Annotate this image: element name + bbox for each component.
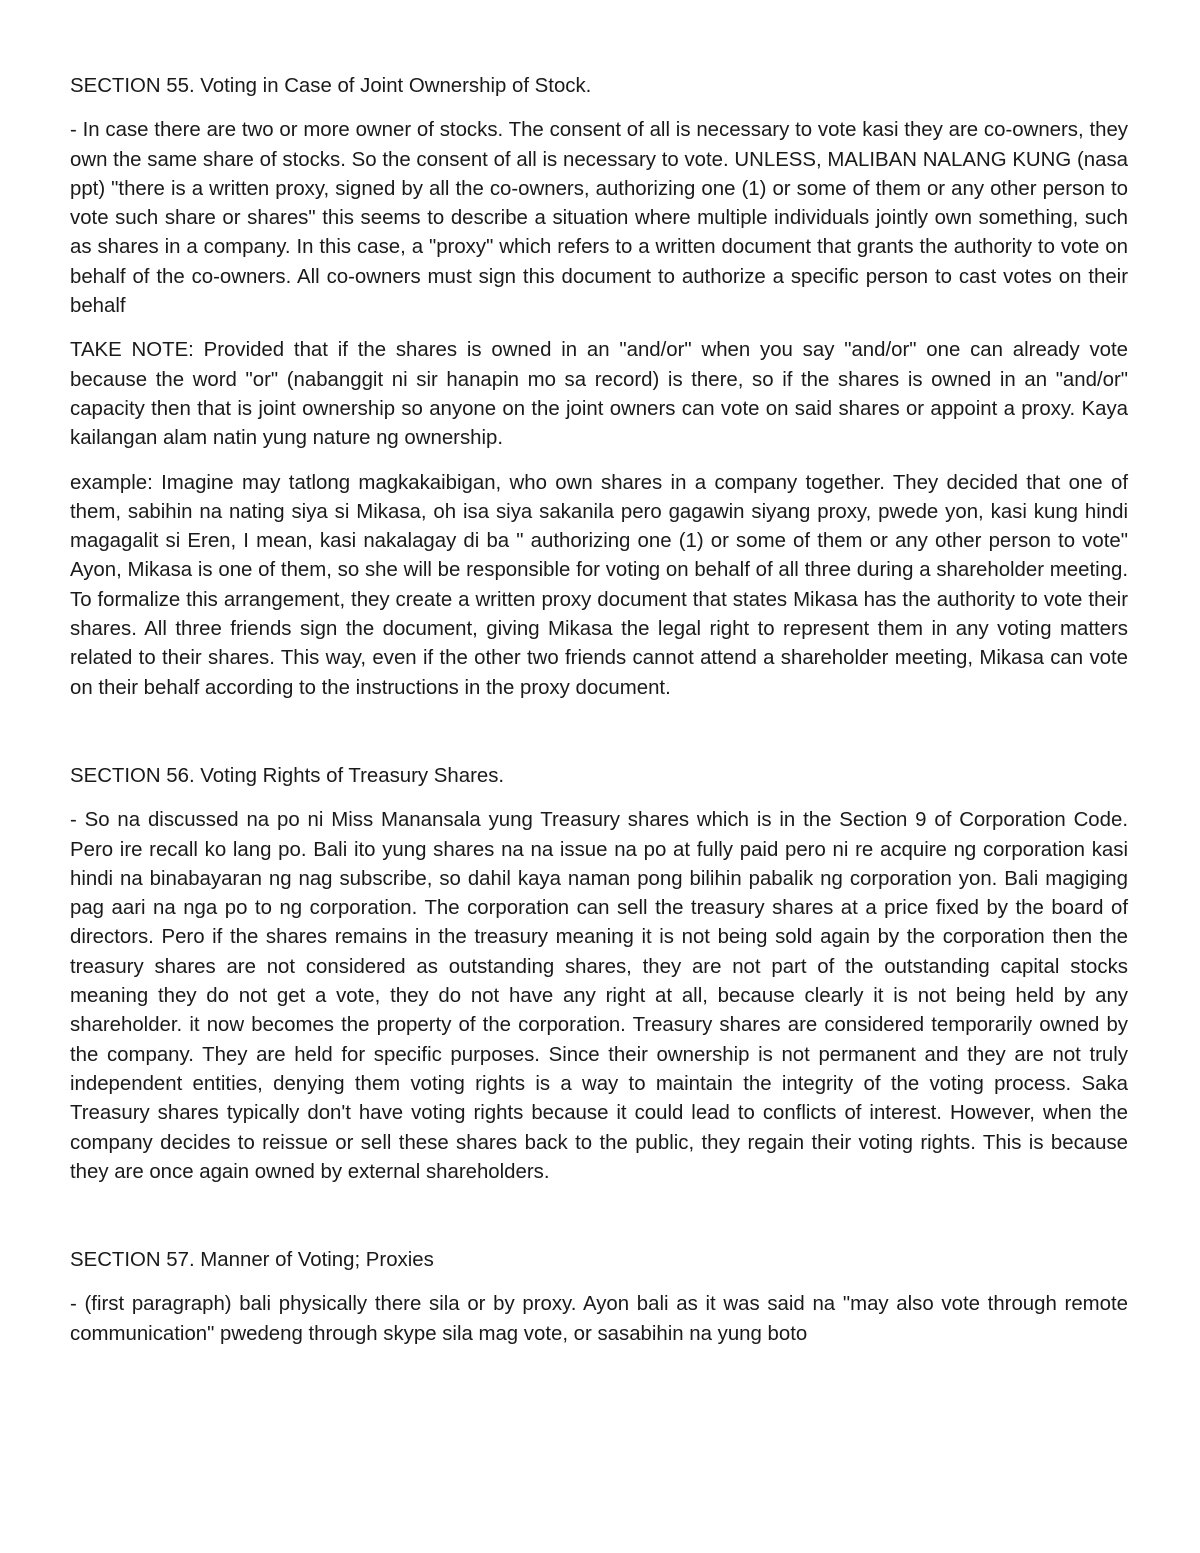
example-paragraph: example: Imagine may tatlong magkakaibigan, who own shares in a company together. They decided that one of them, sabihin na nating siya si Mikasa, oh isa siya sakanila pero gagawin siyang proxy, pwede yon, kasi kung hindi magagalit si Eren, I mean, kasi nakalagay di ba " authorizing one (1) or some of them or any other person to vote" Ayon, Mikasa is one of them, so she will be responsible for voting on behalf of all three during a shareholder meeting. To formalize this arrangement, they create a written proxy document that states Mikasa has the authority to vote their shares. All three friends sign the document, giving Mikasa the legal right to represent them in any voting matters related to their shares. This way, even if the other two friends cannot attend a shareholder meeting, Mikasa can vote on their behalf according to the instructions in the proxy document. — [70, 471, 1128, 699]
paragraph: - So na discussed na po ni Miss Manansala yung Treasury shares which is in the Section 9 of Corporation Code. Pero ire recall ko lang po. Bali ito yung shares na na issue na po at fully paid pero ni re acquire ng corporation kasi hindi na binabayaran ng nag subscribe, so dahil kaya naman pong bilihin pabalik ng corporation yon. Bali magiging pag aari na nga po to ng corporation. The corporation can sell the treasury shares at a price fixed by the board of directors. Pero if the shares remains in the treasury meaning it is not being sold again by the corporation then the treasury shares are not considered as outstanding shares, they are not part of the outstanding capital stocks meaning they do not get a vote, they do not have any right at all, because clearly it is not being held by any shareholder. it now becomes the property of the corporation. Treasury shares are considered temporarily owned by the company. They are held for specific purposes. Since their ownership is not permanent and they are not truly independent entities, denying them voting rights is a way to maintain the integrity of the voting process. Saka Treasury shares typically don't have voting rights because it could lead to conflicts of interest. However, when the company decides to reissue or sell these shares back to the public, they regain their voting rights. This is because they are once again owned by external shareholders. — [70, 809, 1128, 1183]
document-page — [70, 72, 1128, 1349]
section-57 — [70, 1246, 1128, 1349]
section-heading: SECTION 56. Voting Rights of Treasury Shares. — [70, 764, 505, 787]
section-56 — [70, 762, 1128, 1187]
take-note-paragraph: TAKE NOTE: Provided that if the shares is owned in an "and/or" when you say "and/or" one can already vote because the word "or" (nabanggit ni sir hanapin mo sa record) is there, so if the shares is owned in an "and/or" capacity then that is joint ownership so anyone on the joint owners can vote on said shares or appoint a proxy. Kaya kailangan alam natin yung nature ng ownership. — [70, 339, 1128, 450]
section-heading: SECTION 55. Voting in Case of Joint Ownership of Stock. — [70, 75, 592, 97]
section-55 — [70, 72, 1128, 703]
paragraph: - In case there are two or more owner of stocks. The consent of all is necessary to vote kasi they are co-owners, they own the same share of stocks. So the consent of all is necessary to vote. UNLESS, MALIBAN NALANG KUNG (nasa ppt) "there is a written proxy, signed by all the co-owners, authorizing one (1) or some of them or any other person to vote such share or shares" this seems to describe a situation where multiple individuals jointly own something, such as shares in a company. In this case, a "proxy" which refers to a written document that grants the authority to vote on behalf of the co-owners. All co-owners must sign this document to authorize a specific person to cast votes on their behalf — [70, 119, 1128, 318]
section-heading: SECTION 57. Manner of Voting; Proxies — [70, 1249, 434, 1272]
paragraph: - (first paragraph) bali physically there sila or by proxy. Ayon bali as it was said na "may also vote through remote communication" pwedeng through skype sila mag vote, or sasabihin na yung boto — [70, 1293, 1128, 1345]
